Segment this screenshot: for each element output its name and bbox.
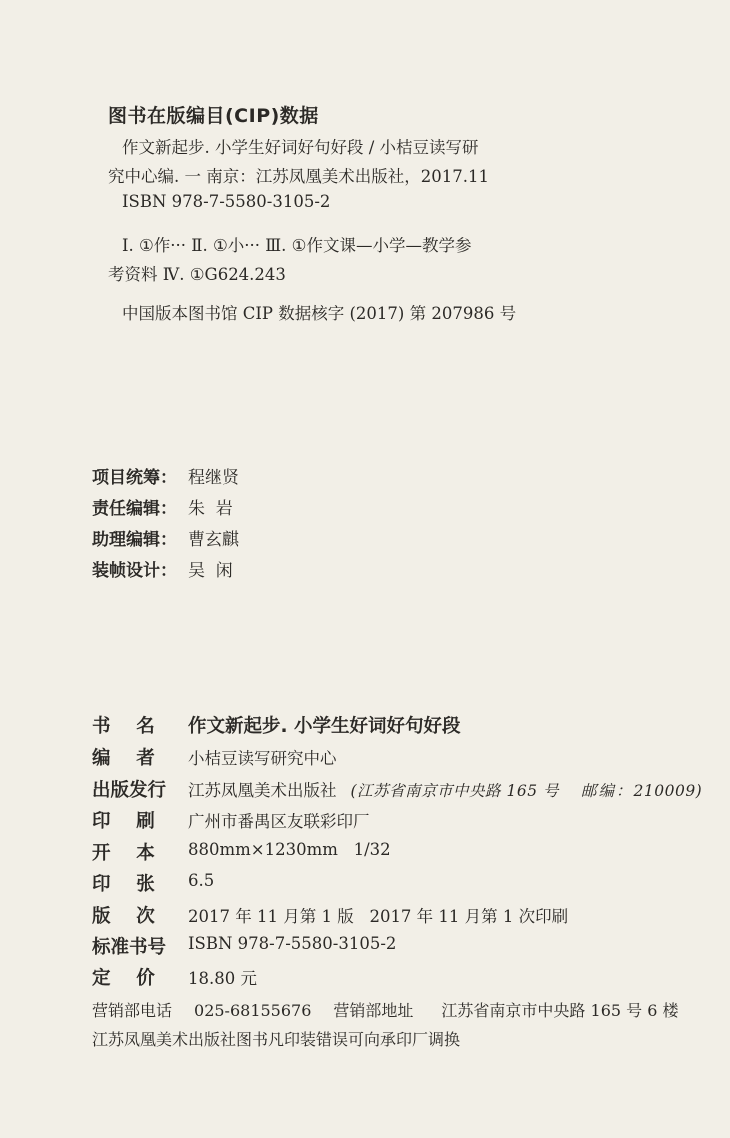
staff-value: 程继贤 [188, 468, 239, 488]
staff-value: 朱 岩 [188, 499, 233, 519]
info-label: 编 者 [92, 748, 155, 769]
postcode-label: 邮编： [581, 782, 634, 800]
publisher-value [188, 777, 702, 801]
print-error-notice: 江苏凤凰美术出版社图书凡印装错误可向承印厂调换 [92, 1030, 461, 1049]
editor-value: 小桔豆读写研究中心 [188, 749, 337, 768]
book-title: 作文新起步. 小学生好词好句好段 [188, 716, 461, 737]
isbn-value: ISBN 978-7-5580-3105-2 [188, 934, 397, 953]
format-value: 880mm×1230mm 1/32 [188, 840, 391, 859]
address-value: 江苏省南京市中央路 165 号 6 楼 [441, 1001, 679, 1020]
staff-row-designer [92, 556, 233, 581]
address-label: 营销部地址 [333, 1001, 414, 1020]
cip-isbn: ISBN 978-7-5580-3105-2 [122, 192, 331, 211]
info-label: 开 本 [92, 843, 155, 864]
cip-line-2: 究中心编. 一 南京：江苏凤凰美术出版社，2017.11 [108, 167, 489, 186]
cip-classification-2: 考资料 Ⅳ. ①G624.243 [108, 265, 286, 284]
phone-value: 025-68155676 [194, 1001, 312, 1020]
staff-label: 装帧设计： [92, 561, 177, 581]
staff-value: 曹玄麒 [188, 530, 239, 550]
printer-value: 广州市番禺区友联彩印厂 [188, 812, 370, 831]
marketing-contact [92, 998, 679, 1021]
info-label: 标准书号 [92, 937, 167, 958]
info-label: 印 张 [92, 874, 155, 895]
info-label: 印 刷 [92, 811, 155, 832]
phone-label: 营销部电话 [92, 1001, 173, 1020]
staff-row-coordinator [92, 463, 239, 488]
staff-value: 吴 闲 [188, 561, 233, 581]
cip-record-number: 中国版本图书馆 CIP 数据核字 (2017) 第 207986 号 [122, 304, 517, 323]
info-label: 定 价 [92, 968, 155, 989]
staff-label: 项目统筹： [92, 468, 177, 488]
edition-value: 2017 年 11 月第 1 版 2017 年 11 月第 1 次印刷 [188, 907, 569, 926]
cip-classification-1: Ⅰ. ①作··· Ⅱ. ①小··· Ⅲ. ①作文课—小学—教学参 [122, 236, 472, 255]
sheets-value: 6.5 [188, 871, 215, 890]
postcode-value: 210009) [633, 782, 703, 800]
info-label: 出版发行 [92, 780, 167, 801]
staff-label: 助理编辑： [92, 530, 177, 550]
info-label: 书 名 [92, 716, 155, 737]
staff-row-editor [92, 494, 233, 519]
cip-title: 图书在版编目(CIP)数据 [108, 105, 319, 127]
publisher-name: 江苏凤凰美术出版社 [188, 781, 337, 800]
cip-line-1: 作文新起步. 小学生好词好句好段 / 小桔豆读写研 [122, 138, 479, 157]
publisher-address: (江苏省南京市中央路 165 号 [350, 782, 559, 800]
staff-label: 责任编辑： [92, 499, 177, 519]
info-label: 版 次 [92, 906, 155, 927]
staff-row-assistant-editor [92, 525, 239, 550]
price-value: 18.80 元 [188, 969, 257, 988]
